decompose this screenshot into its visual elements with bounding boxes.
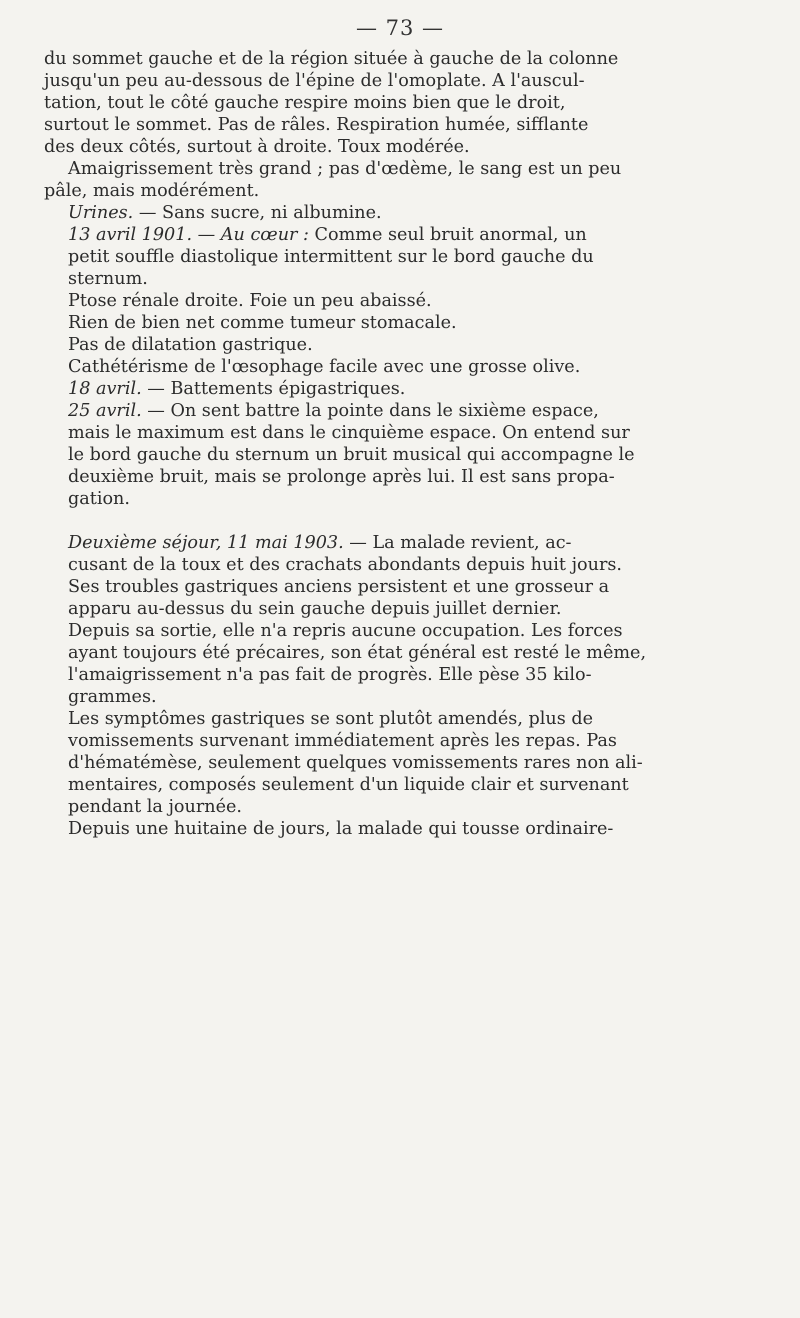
paragraph (44, 202, 764, 224)
text-line: Pas de dilatation gastrique. (68, 335, 313, 355)
text-line: Cathétérisme de l'œsophage facile avec une grosse olive. (68, 357, 581, 377)
text-line: vomissements survenant immédiatement après les repas. Pas (68, 731, 617, 751)
text-line: du sommet gauche et de la région située à gauche de la colonne (44, 49, 619, 69)
body-text (44, 48, 764, 840)
paragraph (44, 290, 764, 312)
text-line: gation. (68, 489, 130, 509)
paragraph (44, 334, 764, 356)
italic-lead: Deuxième séjour, 11 mai 1903. (68, 533, 344, 553)
text-run: — La malade revient, ac- (343, 533, 572, 553)
italic-lead: Urines. (68, 203, 134, 223)
text-line: le bord gauche du sternum un bruit musical qui accompagne le (68, 445, 635, 465)
text-line: Ses troubles gastriques anciens persistent et une grosseur a (68, 577, 610, 597)
paragraph (44, 356, 764, 378)
text-line: Ptose rénale droite. Foie un peu abaissé. (68, 291, 432, 311)
paragraph (44, 224, 764, 290)
text-line: pendant la journée. (68, 797, 242, 817)
text-line: Depuis une huitaine de jours, la malade qui tousse ordinaire- (68, 819, 614, 839)
italic-lead: 25 avril. (68, 401, 142, 421)
paragraph (44, 158, 764, 202)
text-line: d'hématémèse, seulement quelques vomissements rares non ali- (68, 753, 643, 773)
text-line: mentaires, composés seulement d'un liquide clair et survenant (68, 775, 629, 795)
text-run: — Battements épigastriques. (141, 379, 406, 399)
text-line: grammes. (68, 687, 157, 707)
text-line (44, 202, 764, 224)
paragraph (44, 400, 764, 510)
paragraph (44, 818, 764, 840)
text-line (44, 224, 764, 246)
italic-lead: 18 avril. (68, 379, 142, 399)
text-line: ayant toujours été précaires, son état général est resté le même, (68, 643, 647, 663)
text-run: — Sans sucre, ni albumine. (133, 203, 382, 223)
text-line: jusqu'un peu au-dessous de l'épine de l'omoplate. A l'auscul- (44, 71, 585, 91)
page-number: — 73 — (355, 16, 445, 40)
text-line: surtout le sommet. Pas de râles. Respiration humée, sifflante (44, 115, 589, 135)
text-line: l'amaigrissement n'a pas fait de progrès. Elle pèse 35 kilo- (68, 665, 592, 685)
text-run: Comme seul bruit anormal, un (308, 225, 587, 245)
text-line: tation, tout le côté gauche respire moins bien que le droit, (44, 93, 566, 113)
text-line: cusant de la toux et des crachats abondants depuis huit jours. (68, 555, 622, 575)
paragraph (44, 620, 764, 708)
italic-lead: 13 avril 1901. — Au cœur : (68, 225, 309, 245)
text-line: sternum. (68, 269, 148, 289)
paragraph (44, 378, 764, 400)
text-line: Depuis sa sortie, elle n'a repris aucune occupation. Les forces (68, 621, 623, 641)
text-line: pâle, mais modérément. (44, 181, 260, 201)
text-line: des deux côtés, surtout à droite. Toux modérée. (44, 137, 470, 157)
text-line: mais le maximum est dans le cinquième espace. On entend sur (68, 423, 630, 443)
paragraph (44, 48, 764, 158)
text-line (44, 400, 764, 422)
text-line: petit souffle diastolique intermittent sur le bord gauche du (68, 247, 594, 267)
paragraph (44, 312, 764, 334)
text-line: apparu au-dessus du sein gauche depuis juillet dernier. (68, 599, 562, 619)
text-line: deuxième bruit, mais se prolonge après lui. Il est sans propa- (68, 467, 615, 487)
paragraph (44, 532, 764, 620)
text-line: Rien de bien net comme tumeur stomacale. (68, 313, 457, 333)
text-line: Amaigrissement très grand ; pas d'œdème, le sang est un peu (68, 159, 622, 179)
paragraph (44, 708, 764, 818)
text-run: — On sent battre la pointe dans le sixième espace, (141, 401, 599, 421)
text-line (44, 532, 764, 554)
text-line: Les symptômes gastriques se sont plutôt amendés, plus de (68, 709, 594, 729)
text-line (44, 378, 764, 400)
